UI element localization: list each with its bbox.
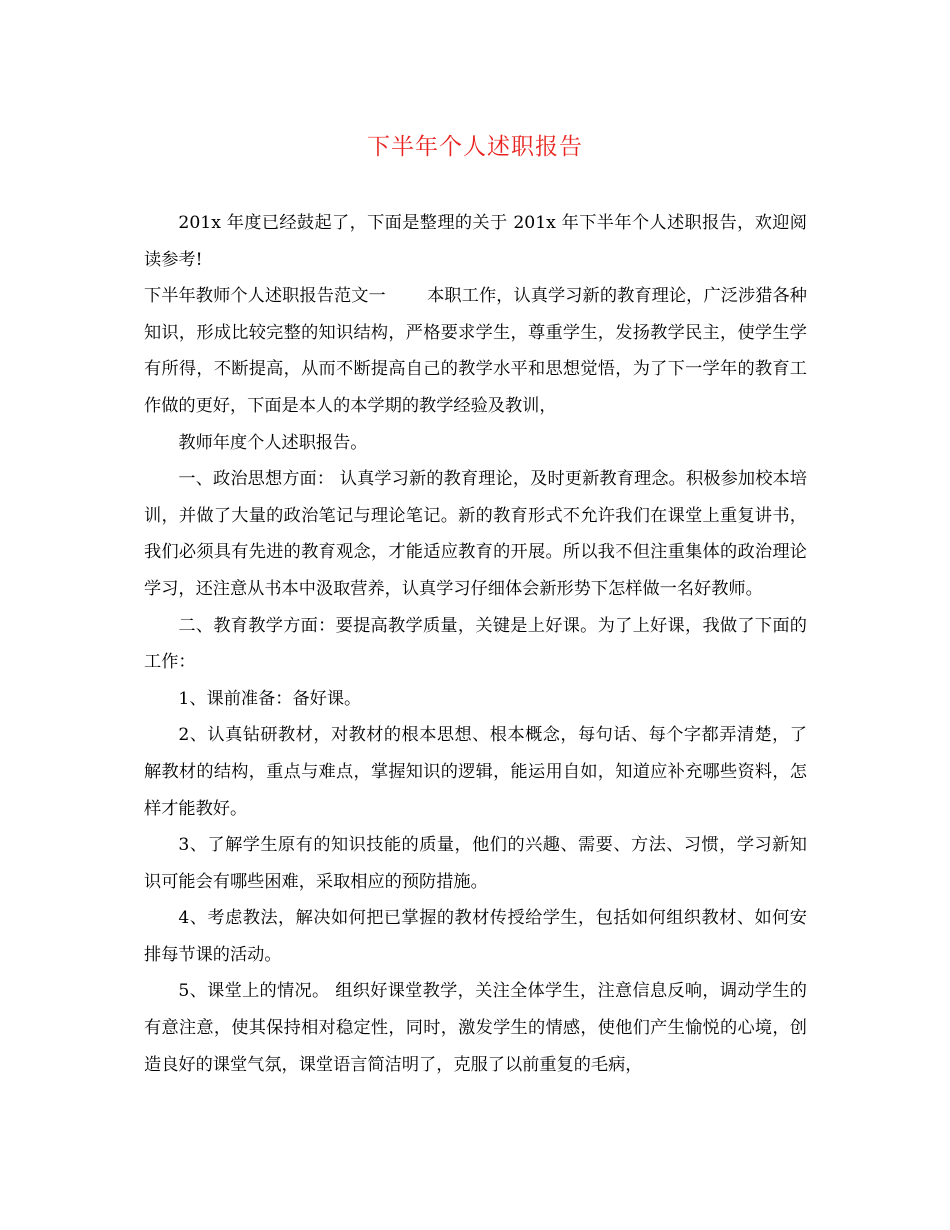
section-intro: 本职工作，认真学习新的教育理论，广泛涉猎各种知识，形成比较完整的知识结构，严格要求学生，尊重学生，发扬教学民主，使学生学有所得，不断提高，从而不断提高自己的教学水平和思想觉悟，为了下一学年的教育工作做的更好，下面是本人的本学期的教学经验及教训， — [144, 286, 807, 416]
section-heading: 下半年教师个人述职报告范文一 — [144, 286, 386, 307]
paragraph: 一、政治思想方面： 认真学习新的教育理论，及时更新教育理念。积极参加校本培训，并做了大量的政治笔记与理论笔记。新的教育形式不允许我们在课堂上重复讲书，我们必须具有先进的教育观念，才能适应教育的开展。所以我不但注重集体的政治理论学习，还注意从书本中汲取营养，认真学习仔细体会新形势下怎样做一名好教师。 — [144, 469, 807, 599]
document-body — [144, 205, 807, 1083]
paragraph: 2、认真钻研教材，对教材的根本思想、根本概念，每句话、每个字都弄清楚，了解教材的结构，重点与难点，掌握知识的逻辑，能运用自如，知道应补充哪些资料，怎样才能教好。 — [144, 725, 807, 819]
paragraph: 5、课堂上的情况。 组织好课堂教学，关注全体学生，注意信息反响，调动学生的有意注意，使其保持相对稳定性，同时，激发学生的情感，使他们产生愉悦的心境，创造良好的课堂气氛，课堂语言简洁明了，克服了以前重复的毛病， — [144, 981, 807, 1075]
paragraph: 教师年度个人述职报告。 — [178, 432, 368, 453]
document-title: 下半年个人述职报告 — [367, 134, 583, 160]
paragraph: 1、课前准备：备好课。 — [178, 688, 362, 709]
section-paragraph — [144, 278, 807, 424]
intro-paragraph: 201x 年度已经鼓起了，下面是整理的关于 201x 年下半年个人述职报告，欢迎阅读参考! — [144, 213, 807, 270]
paragraph: 4、考虑教法，解决如何把已掌握的教材传授给学生，包括如何组织教材、如何安排每节课的活动。 — [144, 908, 807, 965]
paragraph: 3、了解学生原有的知识技能的质量，他们的兴趣、需要、方法、习惯，学习新知识可能会有哪些困难，采取相应的预防措施。 — [144, 835, 807, 892]
paragraph: 二、教育教学方面：要提高教学质量，关键是上好课。为了上好课，我做了下面的工作： — [144, 615, 807, 673]
